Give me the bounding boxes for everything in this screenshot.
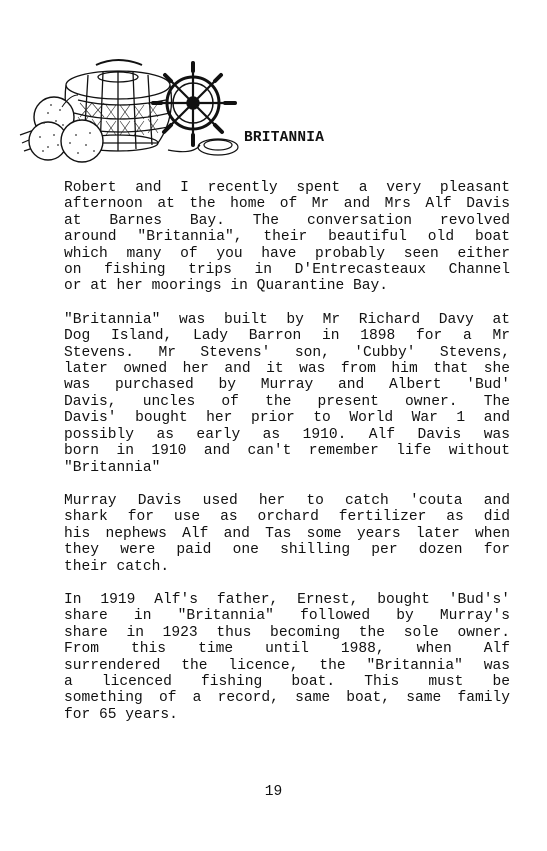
text-line: later owned her and it was from him that she: [64, 361, 510, 378]
text-line: around "Britannia", their beautiful old boat: [64, 229, 510, 246]
text-line: Robert and I recently spent a very pleasant: [64, 180, 510, 196]
page-number: 19: [264, 784, 283, 800]
text-line: for 65 years.: [64, 706, 178, 723]
crayfish-pot-buoys-wheel-illustration: [18, 55, 243, 165]
text-line: share in 1923 thus becoming the sole owner.: [64, 624, 510, 641]
text-line: Stevens. Mr Stevens' son, 'Cubby' Stevens,: [64, 344, 510, 361]
text-line: something of a record, same boat, same family: [64, 690, 510, 707]
text-line: Murray Davis used her to catch 'couta and: [64, 492, 510, 509]
text-line: was purchased by Murray and Albert 'Bud': [64, 377, 510, 394]
text-line: "Britannia" was built by Mr Richard Davy at: [64, 311, 510, 328]
text-line: afternoon at the home of Mr and Mrs Alf Davis: [64, 196, 510, 213]
article-title: BRITANNIA: [244, 130, 325, 146]
text-line: share in "Britannia" followed by Murray's: [64, 608, 510, 625]
text-line: shark for use as orchard fertilizer as did: [64, 509, 510, 526]
text-line: they were paid one shilling per dozen for: [64, 542, 510, 559]
text-line: or at her moorings in Quarantine Bay.: [64, 278, 389, 295]
text-line: Dog Island, Lady Barron in 1898 for a Mr: [64, 328, 510, 345]
article-body: [64, 180, 510, 740]
text-line: Davis, uncles of the present owner. The: [64, 393, 510, 410]
text-line: born in 1910 and can't remember life without: [64, 443, 510, 460]
text-line: Davis' bought her prior to World War 1 and: [64, 410, 510, 427]
paragraph-2: [64, 312, 510, 476]
text-line: In 1919 Alf's father, Ernest, bought 'Bud's': [64, 591, 510, 608]
paragraph-4: [64, 592, 510, 723]
text-line: surrendered the licence, the "Britannia" was: [64, 657, 510, 674]
text-line: possibly as early as 1910. Alf Davis was: [64, 426, 510, 443]
text-line: on fishing trips in D'Entrecasteaux Channel: [64, 262, 510, 279]
paragraph-1: [64, 180, 510, 295]
text-line: at Barnes Bay. The conversation revolved: [64, 212, 510, 229]
text-line: his nephews Alf and Tas some years later when: [64, 525, 510, 542]
text-line: a licenced fishing boat. This must be: [64, 673, 510, 690]
text-line: "Britannia": [64, 459, 161, 476]
text-line: which many of you have probably seen either: [64, 245, 510, 262]
text-line: their catch.: [64, 558, 170, 575]
paragraph-3: [64, 493, 510, 575]
text-line: From this time until 1988, when Alf: [64, 641, 510, 658]
